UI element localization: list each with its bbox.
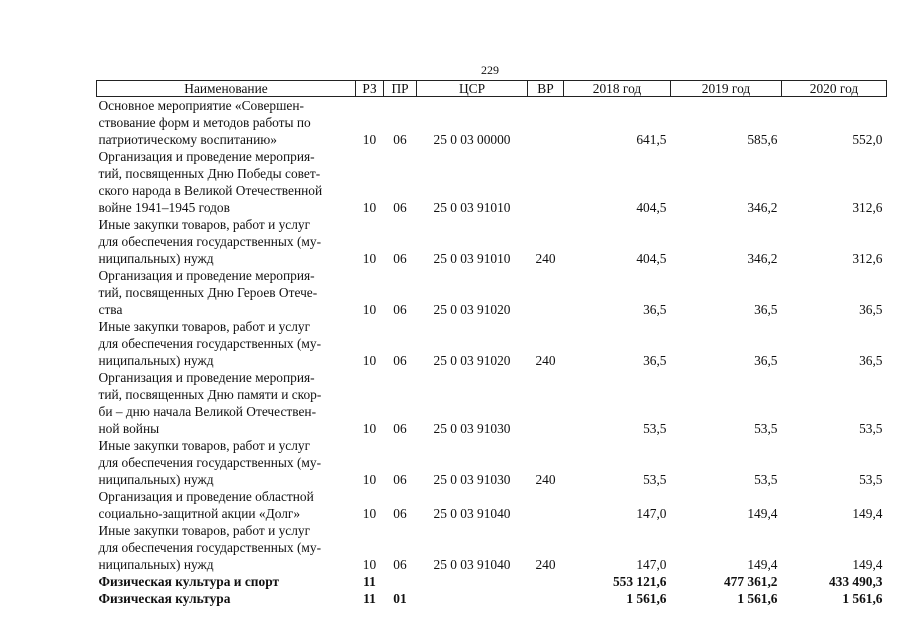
header-2019: 2019 год xyxy=(671,81,782,97)
cell-name: Иные закупки товаров, работ и услуг для обеспечения государственных (му- ниципальных) нужд xyxy=(98,217,322,266)
cell-vr: 240 xyxy=(535,557,556,572)
header-2020: 2020 год xyxy=(782,81,887,97)
cell-pr: 06 xyxy=(393,132,407,147)
cell-rz: 10 xyxy=(362,200,377,215)
cell-pr: 06 xyxy=(393,353,407,368)
cell-y2020: 53,5 xyxy=(859,472,883,487)
cell-y2018: 641,5 xyxy=(636,132,667,147)
table-row xyxy=(97,573,887,590)
cell-csr xyxy=(417,573,528,590)
header-rz: РЗ xyxy=(356,81,384,97)
cell-y2020: 36,5 xyxy=(859,302,883,317)
cell-pr: 06 xyxy=(393,251,407,266)
cell-pr: 01 xyxy=(393,591,407,606)
table-row xyxy=(97,216,887,267)
cell-csr: 25 0 03 91030 xyxy=(433,472,511,487)
cell-name: Иные закупки товаров, работ и услуг для обеспечения государственных (му- ниципальных) нужд xyxy=(98,438,322,487)
cell-name: Организация и проведение мероприя- тий, посвященных Дню Героев Отече- ства xyxy=(98,268,318,317)
cell-name: Физическая культура и спорт xyxy=(98,574,280,589)
cell-name: Организация и проведение областной социально-защитной акции «Долг» xyxy=(98,489,314,521)
cell-y2020: 312,6 xyxy=(852,251,883,266)
cell-rz: 11 xyxy=(363,574,376,589)
cell-rz: 10 xyxy=(362,353,377,368)
header-pr: ПР xyxy=(384,81,417,97)
cell-y2020: 433 490,3 xyxy=(828,574,883,589)
cell-y2020: 552,0 xyxy=(852,132,883,147)
cell-pr: 06 xyxy=(393,302,407,317)
cell-y2019: 53,5 xyxy=(754,421,778,436)
cell-y2018: 53,5 xyxy=(643,472,667,487)
cell-y2018: 147,0 xyxy=(636,557,667,572)
table-row xyxy=(97,590,887,607)
cell-name: Физическая культура xyxy=(98,591,231,606)
budget-table xyxy=(96,80,887,607)
cell-csr: 25 0 03 00000 xyxy=(433,132,511,147)
cell-vr xyxy=(528,97,564,149)
cell-y2018: 1 561,6 xyxy=(626,591,667,606)
cell-csr: 25 0 03 91020 xyxy=(433,302,511,317)
cell-name: Организация и проведение мероприя- тий, посвященных Дню памяти и скор- би – дню начала Великой Отечествен- ной войны xyxy=(98,370,322,436)
table-row xyxy=(97,522,887,573)
cell-vr: 240 xyxy=(535,353,556,368)
cell-csr: 25 0 03 91020 xyxy=(433,353,511,368)
cell-vr xyxy=(528,148,564,216)
cell-y2018: 404,5 xyxy=(636,251,667,266)
cell-y2020: 149,4 xyxy=(852,557,883,572)
cell-csr: 25 0 03 91040 xyxy=(433,557,511,572)
header-2018: 2018 год xyxy=(564,81,671,97)
cell-y2019: 36,5 xyxy=(754,353,778,368)
cell-csr: 25 0 03 91030 xyxy=(433,421,511,436)
cell-y2018: 147,0 xyxy=(636,506,667,521)
cell-rz: 10 xyxy=(362,421,377,436)
cell-y2020: 36,5 xyxy=(859,353,883,368)
table-row xyxy=(97,437,887,488)
cell-rz: 10 xyxy=(362,132,377,147)
cell-csr: 25 0 03 91010 xyxy=(433,200,511,215)
cell-csr: 25 0 03 91010 xyxy=(433,251,511,266)
table-row xyxy=(97,488,887,522)
header-name: Наименование xyxy=(97,81,356,97)
cell-name: Иные закупки товаров, работ и услуг для обеспечения государственных (му- ниципальных) нужд xyxy=(98,319,322,368)
cell-vr xyxy=(528,369,564,437)
cell-pr: 06 xyxy=(393,421,407,436)
page-number: 229 xyxy=(481,63,499,77)
cell-y2019: 346,2 xyxy=(747,200,778,215)
table-row xyxy=(97,267,887,318)
cell-y2019: 149,4 xyxy=(747,557,778,572)
cell-rz: 10 xyxy=(362,251,377,266)
cell-y2020: 53,5 xyxy=(859,421,883,436)
cell-y2018: 53,5 xyxy=(643,421,667,436)
cell-csr xyxy=(417,590,528,607)
cell-y2019: 36,5 xyxy=(754,302,778,317)
cell-rz: 10 xyxy=(362,506,377,521)
cell-y2019: 585,6 xyxy=(747,132,778,147)
cell-rz: 10 xyxy=(362,472,377,487)
cell-y2020: 1 561,6 xyxy=(842,591,883,606)
table-row xyxy=(97,369,887,437)
cell-y2020: 312,6 xyxy=(852,200,883,215)
cell-vr: 240 xyxy=(535,251,556,266)
cell-y2019: 477 361,2 xyxy=(723,574,778,589)
cell-vr xyxy=(528,573,564,590)
cell-vr xyxy=(528,267,564,318)
cell-rz: 10 xyxy=(362,557,377,572)
cell-pr xyxy=(384,573,417,590)
cell-y2019: 1 561,6 xyxy=(737,591,778,606)
cell-y2019: 149,4 xyxy=(747,506,778,521)
cell-y2018: 553 121,6 xyxy=(612,574,667,589)
cell-vr xyxy=(528,488,564,522)
table-header-row xyxy=(97,81,887,97)
table-row xyxy=(97,318,887,369)
cell-y2018: 404,5 xyxy=(636,200,667,215)
table-body xyxy=(97,97,887,608)
cell-pr: 06 xyxy=(393,472,407,487)
cell-name: Основное мероприятие «Совершен- ствование форм и методов работы по патриотическому воспитанию» xyxy=(98,98,311,147)
cell-y2018: 36,5 xyxy=(643,353,667,368)
cell-name: Иные закупки товаров, работ и услуг для обеспечения государственных (му- ниципальных) нужд xyxy=(98,523,322,572)
table-row xyxy=(97,148,887,216)
cell-pr: 06 xyxy=(393,557,407,572)
cell-pr: 06 xyxy=(393,200,407,215)
cell-y2020: 149,4 xyxy=(852,506,883,521)
cell-name: Организация и проведение мероприя- тий, посвященных Дню Победы совет- ского народа в Великой Отечественной войне 1941–1945 годов xyxy=(98,149,323,215)
cell-y2018: 36,5 xyxy=(643,302,667,317)
header-vr: ВР xyxy=(528,81,564,97)
header-csr: ЦСР xyxy=(417,81,528,97)
cell-rz: 10 xyxy=(362,302,377,317)
cell-vr xyxy=(528,590,564,607)
cell-y2019: 53,5 xyxy=(754,472,778,487)
cell-vr: 240 xyxy=(535,472,556,487)
cell-csr: 25 0 03 91040 xyxy=(433,506,511,521)
cell-rz: 11 xyxy=(363,591,376,606)
cell-y2019: 346,2 xyxy=(747,251,778,266)
cell-pr: 06 xyxy=(393,506,407,521)
table-row xyxy=(97,97,887,149)
